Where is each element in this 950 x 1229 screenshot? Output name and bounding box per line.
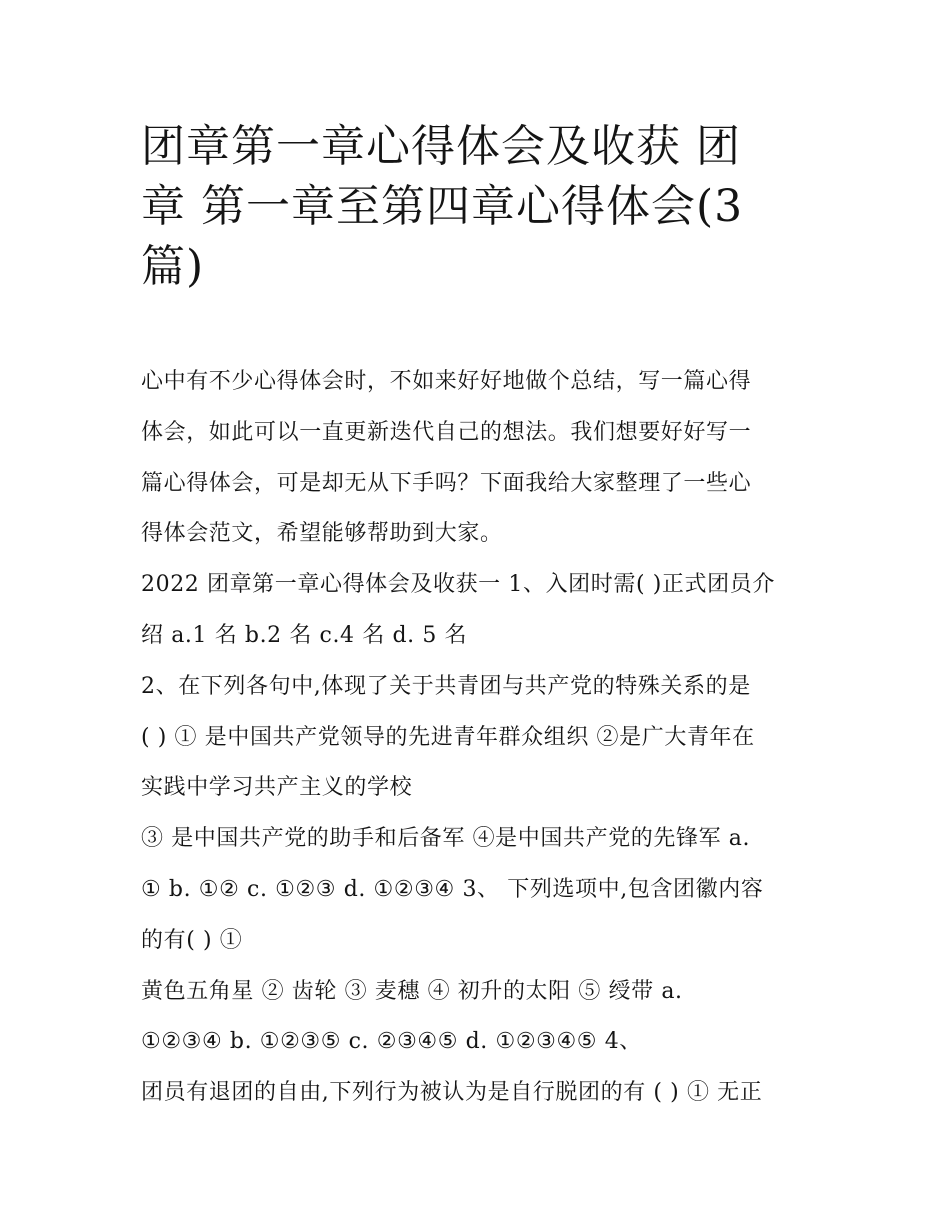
text-line: 2、在下列各句中,体现了关于共青团与共产党的特殊关系的是: [141, 673, 751, 699]
text-line: ( ) ① 是中国共产党领导的先进青年群众组织 ②是广大青年在: [141, 724, 755, 750]
text-line: 体会，如此可以一直更新迭代自己的想法。我们想要好好写一: [141, 419, 752, 445]
text-line: ① b. ①② c. ①②③ d. ①②③④ 3、 下列选项中,包含团徽内容: [141, 876, 764, 902]
text-line: 2022 团章第一章心得体会及收获一 1、入团时需( )正式团员介: [141, 572, 775, 598]
text-line: 心中有不少心得体会时，不如来好好地做个总结，写一篇心得: [141, 369, 752, 394]
text-line: 实践中学习共产主义的学校: [141, 775, 413, 801]
title-line: 篇): [141, 241, 205, 292]
title-line: 团章第一章心得体会及收获 团: [141, 121, 741, 172]
text-line: ①②③④ b. ①②③⑤ c. ②③④⑤ d. ①②③④⑤ 4、: [141, 1029, 642, 1055]
document-body: [141, 357, 821, 1119]
document-title: [141, 117, 821, 297]
text-line: 的有( ) ①: [141, 927, 243, 953]
title-line: 章 第一章至第四章心得体会(3: [141, 181, 744, 232]
text-line: 得体会范文，希望能够帮助到大家。: [141, 521, 503, 547]
text-line: ③ 是中国共产党的助手和后备军 ④是中国共产党的先锋军 a.: [141, 826, 751, 852]
text-line: 绍 a.1 名 b.2 名 c.4 名 d. 5 名: [141, 622, 468, 648]
text-line: 黄色五角星 ② 齿轮 ③ 麦穗 ④ 初升的太阳 ⑤ 绶带 a.: [141, 978, 683, 1004]
text-line: 团员有退团的自由,下列行为被认为是自行脱团的有 ( ) ① 无正: [141, 1080, 763, 1106]
text-line: 篇心得体会，可是却无从下手吗？下面我给大家整理了一些心: [141, 470, 752, 496]
